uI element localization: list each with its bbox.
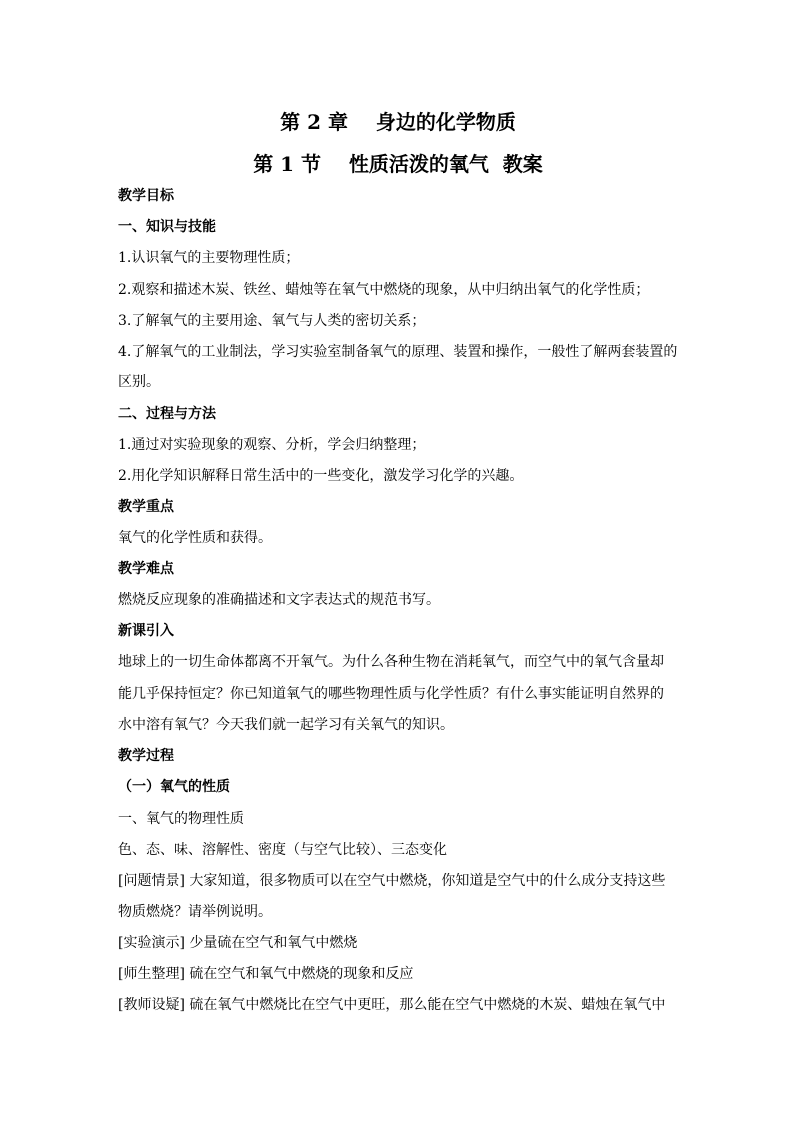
body-text-line: 2.用化学知识解释日常生活中的一些变化，激发学习化学的兴趣。: [118, 468, 524, 484]
body-text-line: [教师设疑] 硫在氧气中燃烧比在空气中更旺，那么能在空气中燃烧的木炭、蜡烛在氧气中: [118, 997, 666, 1013]
body-text-line: 3.了解氧气的主要用途、氧气与人类的密切关系；: [118, 313, 426, 329]
body-text-line: [问题情景] 大家知道，很多物质可以在空气中燃烧，你知道是空气中的什么成分支持这些: [118, 873, 666, 889]
chapter-title: 第 2 章 身边的化学物质: [280, 110, 516, 134]
body-text-line: 1.通过对实验现象的观察、分析，学会归纳整理；: [118, 437, 426, 453]
section-heading: 二、过程与方法: [118, 406, 216, 422]
body-text-line: 燃烧反应现象的准确描述和文字表达式的规范书写。: [118, 592, 440, 608]
section-heading: 新课引入: [118, 623, 174, 639]
section-title: 第 1 节 性质活泼的氧气 教案: [253, 152, 543, 176]
body-text-line: [实验演示] 少量硫在空气和氧气中燃烧: [118, 935, 358, 951]
body-text-line: 区别。: [118, 374, 160, 390]
body-text-line: 氧气的化学性质和获得。: [118, 530, 272, 546]
body-text-line: 物质燃烧？请举例说明。: [118, 904, 272, 920]
section-heading: 一、知识与技能: [118, 219, 216, 235]
body-text-line: 4.了解氧气的工业制法，学习实验室制备氧气的原理、装置和操作，一般性了解两套装置的: [118, 344, 678, 360]
body-text-line: 水中溶有氧气？今天我们就一起学习有关氧气的知识。: [118, 717, 454, 733]
section-heading: 教学重点: [118, 499, 174, 515]
body-text-line: 能几乎保持恒定？你已知道氧气的哪些物理性质与化学性质？有什么事实能证明自然界的: [118, 686, 664, 702]
body-text-line: 一、氧气的物理性质: [118, 811, 244, 827]
body-text-line: 地球上的一切生命体都离不开氧气。为什么各种生物在消耗氧气，而空气中的氧气含量却: [118, 654, 664, 670]
section-heading: （一）氧气的性质: [118, 779, 230, 795]
body-text-line: 2.观察和描述木炭、铁丝、蜡烛等在氧气中燃烧的现象，从中归纳出氧气的化学性质；: [118, 282, 650, 298]
section-heading: 教学目标: [118, 188, 174, 204]
body-text-line: 色、态、味、溶解性、密度（与空气比较）、三态变化: [118, 842, 447, 858]
body-text-line: [师生整理] 硫在空气和氧气中燃烧的现象和反应: [118, 966, 414, 982]
body-text-line: 1.认识氧气的主要物理性质；: [118, 250, 300, 266]
section-heading: 教学难点: [118, 561, 174, 577]
section-heading: 教学过程: [118, 748, 174, 764]
